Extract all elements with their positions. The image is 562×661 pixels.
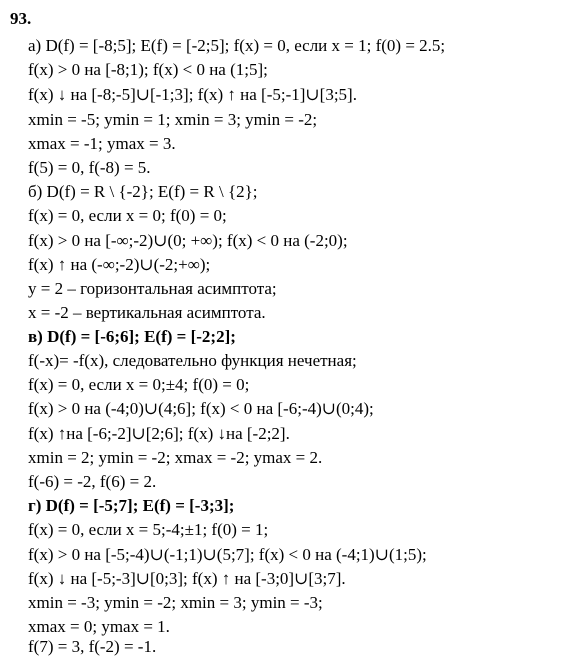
line-a-domain-range: а) D(f) = [-8;5]; E(f) = [-2;5]; f(x) = 0, если x = 1; f(0) = 2.5;	[28, 36, 446, 55]
line-v-zeros: f(x) = 0, если x = 0;±4; f(0) = 0;	[28, 375, 250, 394]
line-b-domain-range: б) D(f) = R \ {-2}; E(f) = R \ {2};	[28, 182, 258, 201]
line-b-horizontal-asymptote: y = 2 – горизонтальная асимптота;	[28, 279, 277, 298]
line-a-minima: xmin = -5; ymin = 1; xmin = 3; ymin = -2;	[28, 110, 318, 129]
line-b-sign: f(x) > 0 на [-∞;-2)∪(0; +∞); f(x) < 0 на (-2;0);	[28, 231, 348, 250]
line-g-maxima: xmax = 0; ymax = 1.	[28, 617, 170, 636]
line-v-odd: f(-x)= -f(x), следовательно функция нечетная;	[28, 351, 357, 370]
line-g-monotonic: f(x) ↓ на [-5;-3]∪[0;3]; f(x) ↑ на [-3;0]∪[3;7].	[28, 569, 346, 588]
line-a-values: f(5) = 0, f(-8) = 5.	[28, 158, 151, 177]
line-g-minima: xmin = -3; ymin = -2; xmin = 3; ymin = -3;	[28, 593, 323, 612]
line-a-monotonic: f(x) ↓ на [-8;-5]∪[-1;3]; f(x) ↑ на [-5;-1]∪[3;5].	[28, 85, 357, 104]
line-g-values: f(7) = 3, f(-2) = -1.	[28, 637, 157, 656]
line-b-zeros: f(x) = 0, если x = 0; f(0) = 0;	[28, 206, 227, 225]
line-v-extrema: xmin = 2; ymin = -2; xmax = -2; ymax = 2.	[28, 448, 323, 467]
line-b-monotonic: f(x) ↑ на (-∞;-2)∪(-2;+∞);	[28, 255, 211, 274]
line-a-sign: f(x) > 0 на [-8;1); f(x) < 0 на (1;5];	[28, 60, 268, 79]
line-a-maxima: xmax = -1; ymax = 3.	[28, 134, 176, 153]
line-g-domain-range: г) D(f) = [-5;7]; E(f) = [-3;3];	[28, 496, 235, 515]
line-g-zeros: f(x) = 0, если x = 5;-4;±1; f(0) = 1;	[28, 520, 269, 539]
line-v-values: f(-6) = -2, f(6) = 2.	[28, 472, 157, 491]
line-v-domain-range: в) D(f) = [-6;6]; E(f) = [-2;2];	[28, 327, 236, 346]
line-b-vertical-asymptote: x = -2 – вертикальная асимптота.	[28, 303, 266, 322]
line-g-sign: f(x) > 0 на [-5;-4)∪(-1;1)∪(5;7]; f(x) < 0 на (-4;1)∪(1;5);	[28, 545, 427, 564]
line-v-monotonic: f(x) ↑на [-6;-2]∪[2;6]; f(x) ↓на [-2;2].	[28, 424, 290, 443]
problem-number: 93.	[10, 9, 32, 28]
line-v-sign: f(x) > 0 на (-4;0)∪(4;6]; f(x) < 0 на [-6;-4)∪(0;4);	[28, 399, 374, 418]
